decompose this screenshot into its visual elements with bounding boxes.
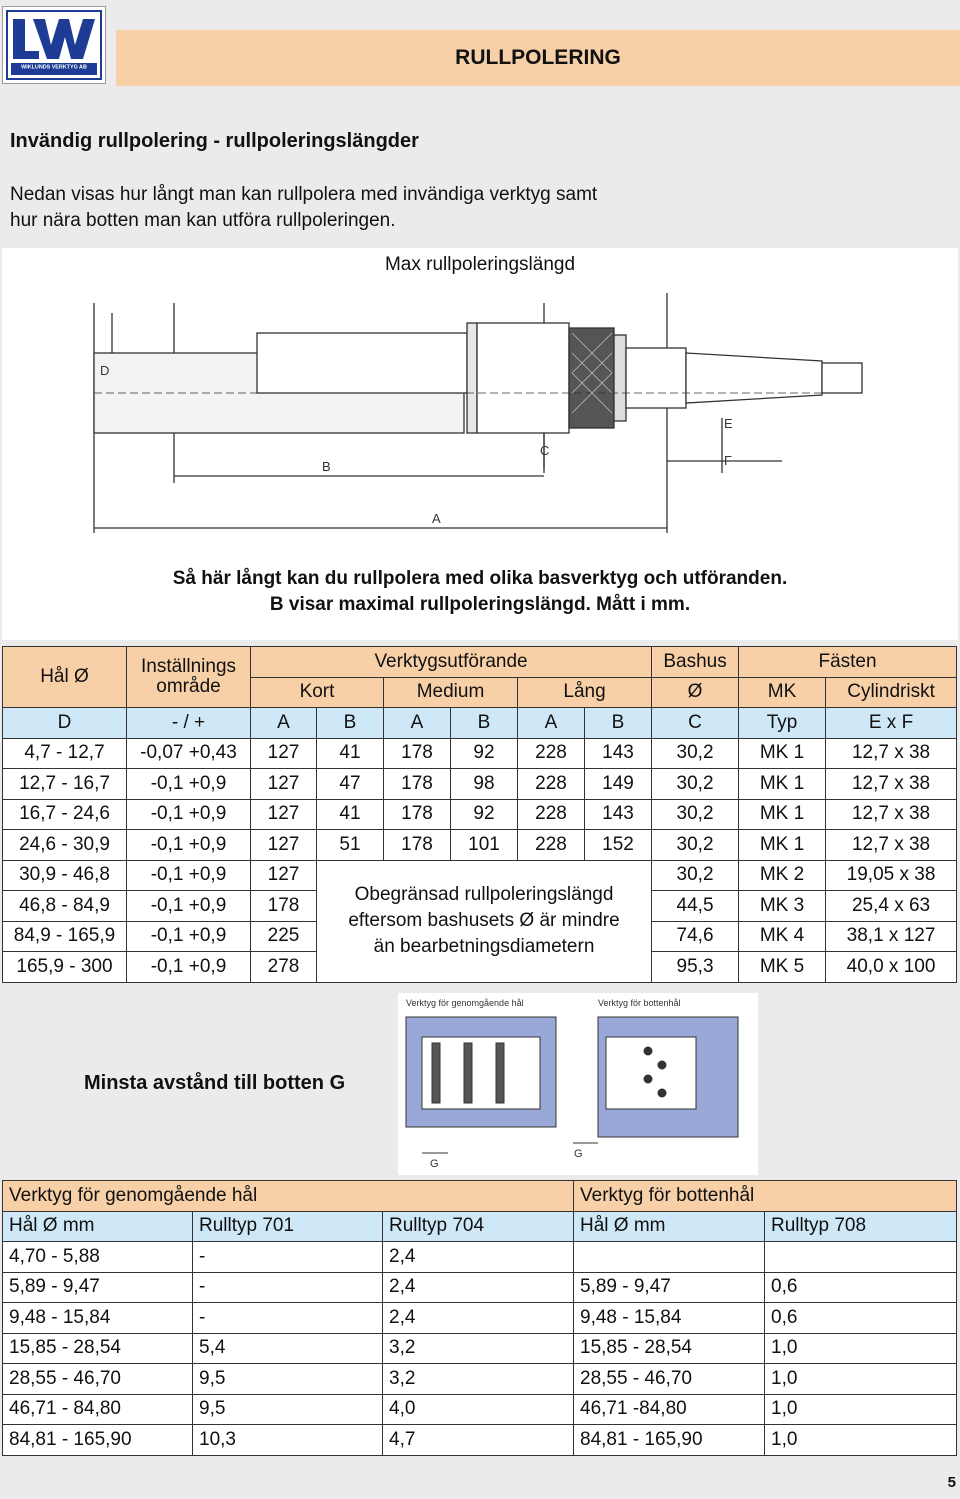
label-b: B: [322, 459, 331, 474]
group-fasten: Fästen: [739, 647, 957, 678]
table-row: [3, 830, 957, 861]
table-cell: 9,5: [193, 1394, 383, 1425]
table-cell: 9,5: [193, 1364, 383, 1395]
diagram-g-left: G: [430, 1158, 439, 1170]
table-cell: 143: [585, 799, 652, 830]
table-cell: MK 1: [739, 769, 826, 800]
tool-drawing-panel: [2, 248, 958, 640]
col-inst-line-2: område: [156, 676, 221, 697]
table-cell: 127: [251, 860, 317, 891]
table-cell: 5,89 - 9,47: [3, 1272, 193, 1303]
table-cell: 98: [451, 769, 518, 800]
label-d: D: [100, 363, 110, 378]
group-verktygsutforande: Verktygsutförande: [251, 647, 652, 678]
table-cell: 51: [317, 830, 384, 861]
tool-drawing: [82, 293, 882, 543]
table-cell: 5,89 - 9,47: [574, 1272, 765, 1303]
note-line-1: Obegränsad rullpoleringslängd: [354, 884, 614, 905]
table-cell: 47: [317, 769, 384, 800]
sub-kort: Kort: [251, 677, 384, 708]
unit-cell: C: [652, 708, 739, 739]
g-group-row: [3, 1181, 957, 1212]
table-cell: 28,55 - 46,70: [3, 1364, 193, 1395]
table-cell: 149: [585, 769, 652, 800]
unit-cell: A: [518, 708, 585, 739]
label-a: A: [432, 511, 441, 526]
min-distance-label: Minsta avstånd till botten G: [84, 1072, 346, 1094]
table-cell: 46,71 -84,80: [574, 1394, 765, 1425]
table-cell: 25,4 x 63: [826, 891, 957, 922]
table-cell: 16,7 - 24,6: [3, 799, 127, 830]
col-hal: Hål Ø: [3, 647, 127, 708]
table-cell: 4,7 - 12,7: [3, 738, 127, 769]
table-row: [3, 1425, 957, 1456]
table-cell: 74,6: [652, 921, 739, 952]
table-cell: 24,6 - 30,9: [3, 830, 127, 861]
table-cell: MK 5: [739, 952, 826, 983]
table-cell: MK 1: [739, 830, 826, 861]
label-f: F: [724, 453, 732, 468]
note-line-3: än bearbetningsdiametern: [373, 936, 595, 957]
bottom-distance-drawing: [398, 993, 758, 1175]
table-cell: 10,3: [193, 1425, 383, 1456]
table-cell: 178: [384, 799, 451, 830]
drawing-caption-line-2: B visar maximal rullpoleringslängd. Mått i mm.: [269, 594, 691, 615]
header-cell: Rulltyp 708: [765, 1211, 957, 1242]
table-cell: MK 4: [739, 921, 826, 952]
table-row: [3, 860, 957, 891]
table-row: [3, 1394, 957, 1425]
table-cell: 143: [585, 738, 652, 769]
table-cell: 5,4: [193, 1333, 383, 1364]
table-cell: 92: [451, 799, 518, 830]
table-cell: MK 2: [739, 860, 826, 891]
header-cell: Hål Ø mm: [574, 1211, 765, 1242]
section-heading: Invändig rullpolering - rullpoleringslängder: [10, 130, 419, 152]
table-cell: 165,9 - 300: [3, 952, 127, 983]
table-row: [3, 769, 957, 800]
table-row: [3, 738, 957, 769]
table-row: [3, 1242, 957, 1273]
table-cell: 178: [384, 738, 451, 769]
table-cell: 12,7 x 38: [826, 830, 957, 861]
table-cell: -0,1 +0,9: [127, 769, 251, 800]
sub-medium: Medium: [384, 677, 518, 708]
drawing-caption-top: Max rullpoleringslängd: [384, 254, 576, 275]
table-cell: 152: [585, 830, 652, 861]
page-title: RULLPOLERING: [455, 46, 621, 69]
sub-lang: Lång: [518, 677, 652, 708]
table-cell: 101: [451, 830, 518, 861]
table-cell: 0,6: [765, 1272, 957, 1303]
table-row: [3, 799, 957, 830]
table-cell: 84,81 - 165,90: [574, 1425, 765, 1456]
table-cell: 0,6: [765, 1303, 957, 1334]
table-cell: 228: [518, 830, 585, 861]
table-cell: 44,5: [652, 891, 739, 922]
unit-cell: B: [451, 708, 518, 739]
spec-header-row-1: [3, 647, 957, 678]
table-cell: 2,4: [383, 1303, 574, 1334]
drawing-caption-bottom: [2, 566, 958, 618]
unit-cell: B: [317, 708, 384, 739]
logo-text: WIKLUNDS VERKTYG AB: [21, 64, 87, 71]
table-cell: 30,2: [652, 769, 739, 800]
table-row: [3, 1333, 957, 1364]
spec-table: [2, 646, 957, 983]
table-row: [3, 1272, 957, 1303]
table-row: [3, 1303, 957, 1334]
table-cell: 4,70 - 5,88: [3, 1242, 193, 1273]
table-cell: -: [193, 1242, 383, 1273]
unit-cell: Typ: [739, 708, 826, 739]
table-cell: -: [193, 1303, 383, 1334]
table-cell: [765, 1242, 957, 1273]
sub-cylindriskt: Cylindriskt: [826, 677, 957, 708]
logo-mark: [3, 7, 105, 83]
unit-cell: A: [384, 708, 451, 739]
table-cell: 228: [518, 799, 585, 830]
table-cell: 84,9 - 165,9: [3, 921, 127, 952]
table-cell: 84,81 - 165,90: [3, 1425, 193, 1456]
diagram-g-right: G: [574, 1148, 583, 1160]
table-cell: 225: [251, 921, 317, 952]
table-cell: 127: [251, 738, 317, 769]
table-cell: 1,0: [765, 1425, 957, 1456]
table-cell: -0,1 +0,9: [127, 891, 251, 922]
table-cell: 9,48 - 15,84: [574, 1303, 765, 1334]
company-logo: [2, 6, 106, 84]
group-bashus: Bashus: [652, 647, 739, 678]
table-cell: 46,71 - 84,80: [3, 1394, 193, 1425]
table-cell: 278: [251, 952, 317, 983]
table-cell: 41: [317, 799, 384, 830]
table-cell: 12,7 x 38: [826, 799, 957, 830]
diagram-title-through: Verktyg för genomgående hål: [406, 998, 524, 1008]
table-cell: -0,1 +0,9: [127, 860, 251, 891]
table-cell: 127: [251, 799, 317, 830]
table-cell: 178: [251, 891, 317, 922]
table-cell: 38,1 x 127: [826, 921, 957, 952]
table-cell: 15,85 - 28,54: [3, 1333, 193, 1364]
bottom-distance-diagram: [398, 993, 758, 1175]
drawing-caption-line-1: Så här långt kan du rullpolera med olika basverktyg och utföranden.: [172, 568, 788, 589]
table-cell: 19,05 x 38: [826, 860, 957, 891]
table-cell: 127: [251, 830, 317, 861]
table-cell: MK 3: [739, 891, 826, 922]
intro-text: [10, 182, 730, 234]
table-cell: -: [193, 1272, 383, 1303]
table-cell: -0,07 +0,43: [127, 738, 251, 769]
table-cell: 228: [518, 769, 585, 800]
table-cell: -0,1 +0,9: [127, 830, 251, 861]
table-cell: 178: [384, 830, 451, 861]
table-cell: 4,0: [383, 1394, 574, 1425]
col-inst-line-1: Inställnings: [140, 656, 237, 677]
table-cell: 46,8 - 84,9: [3, 891, 127, 922]
unit-cell: D: [3, 708, 127, 739]
table-cell: 30,9 - 46,8: [3, 860, 127, 891]
spec-units-row: [3, 708, 957, 739]
table-cell: 1,0: [765, 1333, 957, 1364]
table-cell: 40,0 x 100: [826, 952, 957, 983]
table-cell: 1,0: [765, 1364, 957, 1395]
table-cell: 15,85 - 28,54: [574, 1333, 765, 1364]
label-c: C: [540, 443, 550, 458]
sub-mk: MK: [739, 677, 826, 708]
table-cell: 4,7: [383, 1425, 574, 1456]
title-band: [116, 30, 960, 86]
sub-diameter: Ø: [652, 677, 739, 708]
table-cell: 2,4: [383, 1242, 574, 1273]
header-cell: Rulltyp 701: [193, 1211, 383, 1242]
table-cell: 3,2: [383, 1364, 574, 1395]
table-cell: MK 1: [739, 738, 826, 769]
intro-line-1: Nedan visas hur långt man kan rullpolera med invändiga verktyg samt: [10, 184, 598, 205]
table-cell: 30,2: [652, 860, 739, 891]
table-cell: -0,1 +0,9: [127, 952, 251, 983]
table-cell: 127: [251, 769, 317, 800]
diagram-title-bottom: Verktyg för bottenhål: [598, 998, 681, 1008]
page-number: 5: [947, 1474, 956, 1491]
group-through-hole: Verktyg för genomgående hål: [3, 1181, 574, 1212]
unit-cell: - / +: [127, 708, 251, 739]
table-cell: -0,1 +0,9: [127, 921, 251, 952]
col-installningsomrade: [127, 647, 251, 708]
table-cell: 1,0: [765, 1394, 957, 1425]
table-cell: 228: [518, 738, 585, 769]
table-cell: 92: [451, 738, 518, 769]
intro-line-2: hur nära botten man kan utföra rullpoleringen.: [10, 210, 396, 231]
table-row: [3, 1364, 957, 1395]
table-cell: MK 1: [739, 799, 826, 830]
min-distance-table: [2, 1180, 957, 1456]
table-cell: 12,7 x 38: [826, 738, 957, 769]
unit-cell: E x F: [826, 708, 957, 739]
table-cell: 12,7 - 16,7: [3, 769, 127, 800]
label-e: E: [724, 416, 733, 431]
table-cell: -0,1 +0,9: [127, 799, 251, 830]
table-cell: 9,48 - 15,84: [3, 1303, 193, 1334]
unit-cell: B: [585, 708, 652, 739]
header-cell: Hål Ø mm: [3, 1211, 193, 1242]
table-cell: [574, 1242, 765, 1273]
table-cell: 12,7 x 38: [826, 769, 957, 800]
table-cell: 28,55 - 46,70: [574, 1364, 765, 1395]
table-cell: 178: [384, 769, 451, 800]
unlimited-length-note: [317, 860, 652, 982]
g-header-row: [3, 1211, 957, 1242]
table-cell: 3,2: [383, 1333, 574, 1364]
table-cell: 30,2: [652, 799, 739, 830]
table-cell: 41: [317, 738, 384, 769]
header-cell: Rulltyp 704: [383, 1211, 574, 1242]
table-cell: 30,2: [652, 830, 739, 861]
unit-cell: A: [251, 708, 317, 739]
table-cell: 95,3: [652, 952, 739, 983]
group-bottom-hole: Verktyg för bottenhål: [574, 1181, 957, 1212]
note-line-2: eftersom bashusets Ø är mindre: [348, 910, 620, 931]
table-cell: 2,4: [383, 1272, 574, 1303]
table-cell: 30,2: [652, 738, 739, 769]
